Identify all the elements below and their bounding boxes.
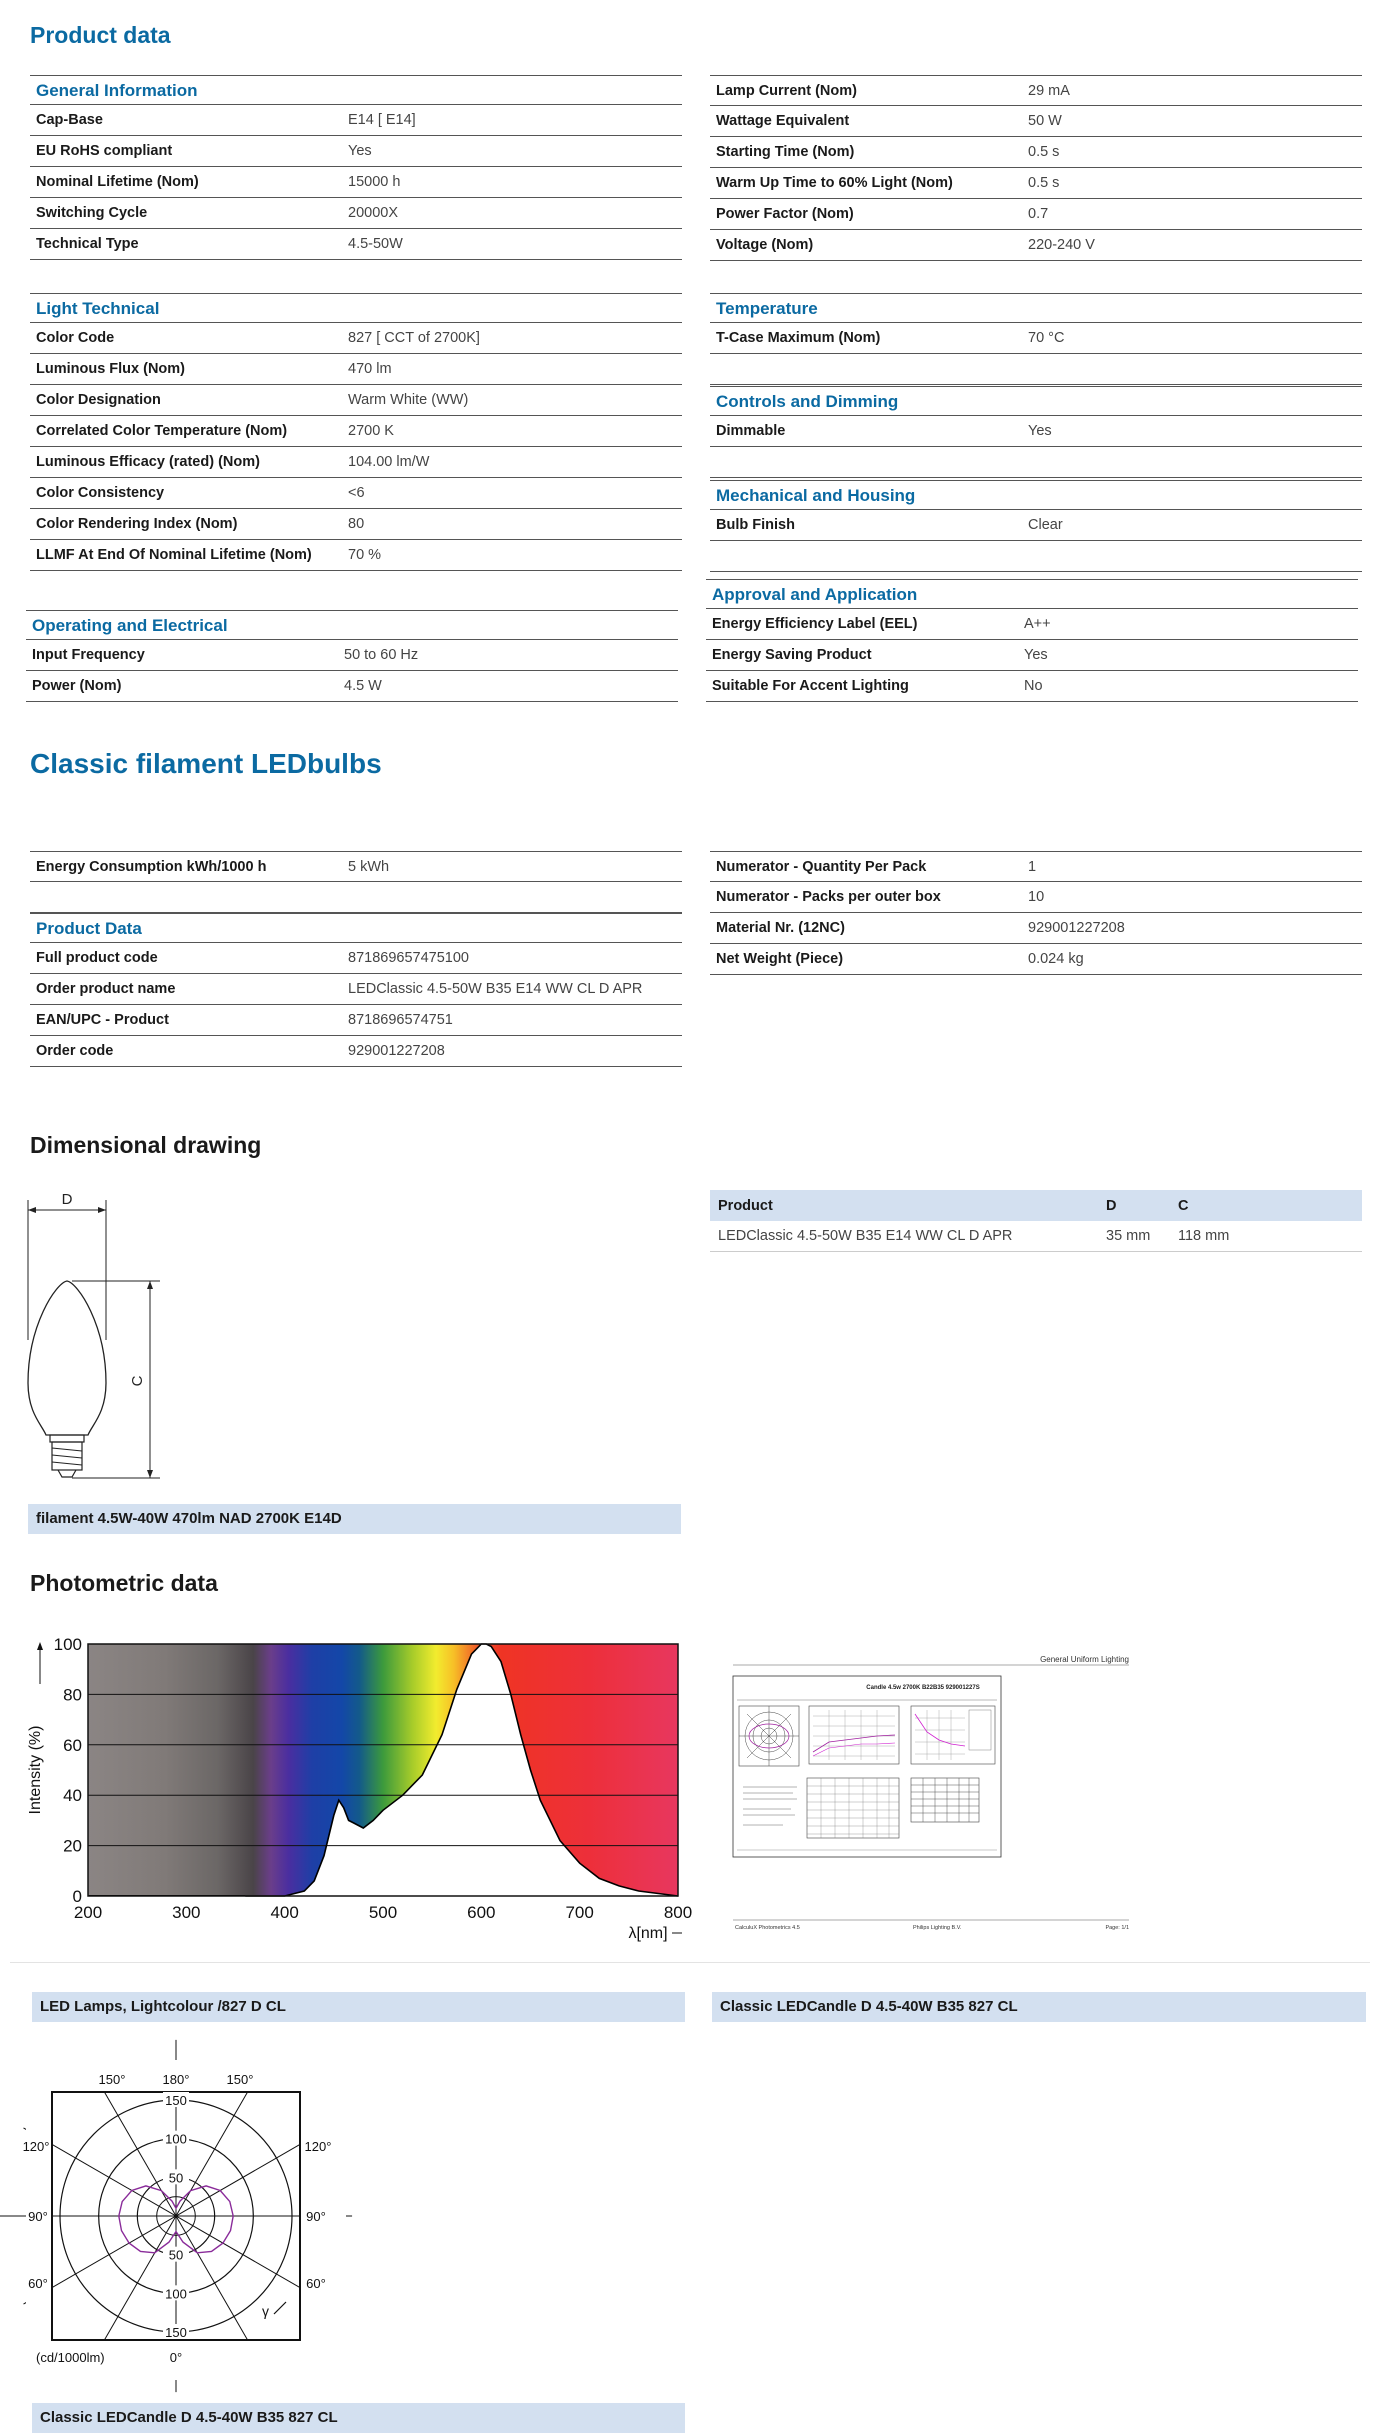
cell-c: 118 mm bbox=[1178, 1228, 1230, 1244]
gamma-arrow bbox=[274, 2302, 286, 2314]
packaging-section bbox=[710, 851, 1362, 975]
spec-value: 10 bbox=[1028, 889, 1045, 905]
angle-label: 60° bbox=[306, 2276, 326, 2291]
spec-label: Power (Nom) bbox=[32, 678, 122, 694]
x-tick-label: 300 bbox=[172, 1903, 201, 1922]
spec-value: 0.5 s bbox=[1028, 175, 1060, 191]
spec-row bbox=[30, 385, 682, 416]
section-title: Approval and Application bbox=[706, 579, 1358, 609]
x-tick-label: 200 bbox=[73, 1903, 103, 1922]
spec-label: Color Rendering Index (Nom) bbox=[36, 516, 238, 532]
spec-label: Nominal Lifetime (Nom) bbox=[36, 174, 199, 190]
spec-row bbox=[710, 168, 1362, 199]
spec-value: 20000X bbox=[348, 205, 398, 221]
photometric-doc-caption: Classic LEDCandle D 4.5-40W B35 827 CL bbox=[712, 1992, 1366, 2022]
spec-label: Dimmable bbox=[716, 423, 786, 439]
spec-value: 827 [ CCT of 2700K] bbox=[348, 330, 480, 346]
spec-row bbox=[710, 851, 1362, 882]
spec-row bbox=[30, 509, 682, 540]
angle-label: 180° bbox=[162, 2072, 190, 2087]
spec-row bbox=[30, 478, 682, 509]
bulb-dimension-drawing bbox=[20, 1185, 170, 1495]
spec-value: 70 % bbox=[348, 547, 382, 563]
x-axis-label: λ[nm] bbox=[628, 1925, 668, 1942]
spectral-distribution-chart bbox=[27, 1635, 693, 1950]
spec-value: E14 [ E14] bbox=[348, 112, 416, 128]
spec-label: Energy Saving Product bbox=[712, 647, 872, 663]
section-title: General Information bbox=[30, 75, 682, 105]
x-tick-label: 600 bbox=[467, 1903, 496, 1922]
spec-label: Warm Up Time to 60% Light (Nom) bbox=[716, 175, 953, 191]
spec-value: 929001227208 bbox=[1028, 920, 1125, 936]
section-title: Controls and Dimming bbox=[710, 386, 1362, 416]
angle-label: 90° bbox=[306, 2209, 326, 2224]
dimensional-heading: Dimensional drawing bbox=[30, 1132, 262, 1158]
angle-label: 0° bbox=[169, 2350, 183, 2365]
spec-label: Switching Cycle bbox=[36, 205, 148, 221]
radial-tick-label: 150 bbox=[165, 2093, 187, 2108]
dimension-label-d: D bbox=[61, 1191, 73, 1208]
spec-value: 470 lm bbox=[348, 361, 392, 377]
spec-label: T-Case Maximum (Nom) bbox=[716, 330, 881, 346]
angle-label: 120° bbox=[22, 2139, 50, 2154]
angle-label: 60° bbox=[28, 2276, 48, 2291]
spec-row bbox=[710, 323, 1362, 354]
y-tick-label: 0 bbox=[72, 1887, 82, 1906]
spec-label: Power Factor (Nom) bbox=[716, 206, 854, 222]
spec-label: Numerator - Packs per outer box bbox=[716, 889, 941, 905]
operating-section bbox=[26, 610, 678, 702]
spec-value: Warm White (WW) bbox=[348, 392, 469, 408]
spec-label: EU RoHS compliant bbox=[36, 143, 173, 159]
spec-label: Energy Efficiency Label (EEL) bbox=[712, 616, 918, 632]
gamma-label: γ bbox=[262, 2303, 269, 2319]
spec-row bbox=[710, 882, 1362, 913]
spec-label: Color Code bbox=[36, 330, 115, 346]
angle-label: 90° bbox=[28, 2209, 48, 2224]
general-information-section bbox=[30, 75, 682, 260]
y-tick-label: 80 bbox=[63, 1685, 82, 1705]
spec-row bbox=[706, 671, 1358, 702]
spacer-row bbox=[30, 882, 682, 913]
spec-row bbox=[30, 105, 682, 136]
controls-section bbox=[710, 386, 1362, 478]
spec-row bbox=[710, 199, 1362, 230]
polar-intensity-chart bbox=[22, 2060, 346, 2380]
spec-value: 929001227208 bbox=[348, 1043, 445, 1059]
spec-row bbox=[30, 167, 682, 198]
spec-row bbox=[26, 671, 678, 702]
spec-label: Technical Type bbox=[36, 236, 139, 252]
angle-label: 150° bbox=[98, 2072, 126, 2087]
section-title: Light Technical bbox=[30, 293, 682, 323]
radial-tick-label: 50 bbox=[168, 2247, 184, 2263]
spec-row bbox=[30, 447, 682, 478]
spec-row bbox=[30, 1036, 682, 1067]
spec-value: LEDClassic 4.5-50W B35 E14 WW CL D APR bbox=[348, 981, 643, 997]
cell-product: LEDClassic 4.5-50W B35 E14 WW CL D APR bbox=[718, 1228, 1013, 1244]
dimension-table bbox=[710, 1190, 1362, 1252]
spec-row bbox=[710, 416, 1362, 447]
spec-label: Input Frequency bbox=[32, 647, 145, 663]
spec-value: <6 bbox=[348, 485, 365, 501]
doc-footer-mid: Philips Lighting B.V. bbox=[913, 1925, 962, 1931]
section-title: Mechanical and Housing bbox=[710, 480, 1362, 510]
spec-row bbox=[30, 354, 682, 385]
spec-value: No bbox=[1024, 678, 1043, 694]
spec-value: Clear bbox=[1028, 517, 1063, 533]
spec-value: Yes bbox=[348, 143, 372, 159]
spacer-row bbox=[710, 354, 1362, 385]
spec-value: 4.5-50W bbox=[348, 236, 403, 252]
doc-header-text: General Uniform Lighting bbox=[1040, 1655, 1129, 1664]
spec-label: Suitable For Accent Lighting bbox=[712, 678, 909, 694]
photometric-heading: Photometric data bbox=[30, 1570, 218, 1596]
spec-label: LLMF At End Of Nominal Lifetime (Nom) bbox=[36, 547, 312, 563]
spec-row bbox=[710, 510, 1362, 541]
light-technical-section bbox=[30, 293, 682, 571]
spec-value: 8718696574751 bbox=[348, 1012, 453, 1028]
lamp-electrical-section bbox=[710, 75, 1362, 261]
angle-label: 120° bbox=[304, 2139, 332, 2154]
spec-label: Numerator - Quantity Per Pack bbox=[716, 858, 927, 875]
spec-label: Color Designation bbox=[36, 392, 161, 408]
spec-label: EAN/UPC - Product bbox=[36, 1012, 169, 1028]
angle-label: 150° bbox=[226, 2072, 254, 2087]
spec-row bbox=[710, 137, 1362, 168]
polar-plot-area bbox=[0, 2040, 352, 2392]
y-axis-arrowhead bbox=[37, 1642, 43, 1650]
y-tick-label: 40 bbox=[63, 1786, 82, 1806]
section-title: Operating and Electrical bbox=[26, 610, 678, 640]
y-tick-label: 60 bbox=[63, 1735, 82, 1755]
spec-label: Luminous Flux (Nom) bbox=[36, 361, 186, 377]
doc-title-text: Candle 4.5w 2700K B22B35 929001227S bbox=[866, 1685, 980, 1691]
x-tick-label: 700 bbox=[565, 1903, 594, 1922]
spec-value: 15000 h bbox=[348, 174, 401, 190]
section-title: Temperature bbox=[710, 293, 1362, 323]
spec-value: 2700 K bbox=[348, 423, 394, 439]
spec-row bbox=[710, 230, 1362, 261]
spec-row bbox=[710, 913, 1362, 944]
polar-caption: Classic LEDCandle D 4.5-40W B35 827 CL bbox=[32, 2403, 685, 2433]
spec-value: 220-240 V bbox=[1028, 237, 1095, 253]
spec-value: 0.024 kg bbox=[1028, 951, 1084, 967]
spec-label: Cap-Base bbox=[36, 112, 103, 128]
spec-row bbox=[30, 851, 682, 882]
spec-row bbox=[710, 944, 1362, 975]
spectrum-caption: LED Lamps, Lightcolour /827 D CL bbox=[32, 1992, 685, 2022]
spec-row bbox=[30, 416, 682, 447]
spec-row bbox=[30, 974, 682, 1005]
spec-value: 5 kWh bbox=[348, 858, 390, 875]
polar-unit-label: (cd/1000lm) bbox=[36, 2350, 105, 2365]
product-data-section bbox=[30, 913, 682, 1067]
header-d: D bbox=[1106, 1197, 1117, 1214]
spec-label: Energy Consumption kWh/1000 h bbox=[36, 858, 267, 875]
spec-value: 29 mA bbox=[1028, 82, 1070, 99]
spec-value: 1 bbox=[1028, 858, 1037, 875]
spacer-row bbox=[710, 447, 1362, 478]
section-title: Product Data bbox=[30, 913, 682, 943]
x-tick-label: 400 bbox=[270, 1903, 299, 1922]
header-product: Product bbox=[718, 1197, 773, 1214]
spec-value: 50 W bbox=[1028, 113, 1062, 129]
y-axis-label: Intensity (%) bbox=[27, 1725, 44, 1815]
radial-tick-label: 100 bbox=[165, 2131, 187, 2147]
energy-section bbox=[30, 851, 682, 913]
spec-label: Order product name bbox=[36, 981, 176, 997]
spec-label: Bulb Finish bbox=[716, 517, 795, 533]
spec-value: 0.7 bbox=[1028, 206, 1049, 222]
spec-row bbox=[710, 106, 1362, 137]
dimension-table-header bbox=[710, 1190, 1362, 1221]
spec-label: Voltage (Nom) bbox=[716, 237, 814, 253]
dimension-label-c: C bbox=[129, 1375, 146, 1387]
spec-label: Material Nr. (12NC) bbox=[716, 920, 845, 936]
spacer-row bbox=[710, 541, 1362, 572]
cell-d: 35 mm bbox=[1106, 1228, 1151, 1244]
spec-label: Full product code bbox=[36, 950, 158, 966]
spec-row bbox=[710, 75, 1362, 106]
spec-row bbox=[30, 136, 682, 167]
x-tick-label: 800 bbox=[663, 1903, 693, 1922]
spec-row bbox=[30, 323, 682, 354]
spec-value: Yes bbox=[1028, 423, 1052, 439]
doc-footer-left: CalculuX Photometrics 4.5 bbox=[735, 1925, 800, 1931]
spec-label: Order code bbox=[36, 1043, 114, 1059]
spec-row bbox=[30, 943, 682, 974]
spec-label: Net Weight (Piece) bbox=[716, 951, 844, 967]
spec-value: 50 to 60 Hz bbox=[344, 647, 419, 663]
spec-row bbox=[30, 540, 682, 571]
spec-row bbox=[706, 609, 1358, 640]
spec-row bbox=[26, 640, 678, 671]
spec-label: Starting Time (Nom) bbox=[716, 144, 855, 160]
spec-row bbox=[30, 198, 682, 229]
mechanical-section bbox=[710, 480, 1362, 572]
approval-section bbox=[706, 579, 1358, 702]
classic-heading: Classic filament LEDbulbs bbox=[30, 748, 382, 779]
temperature-section bbox=[710, 293, 1362, 385]
spec-row bbox=[30, 229, 682, 260]
spec-value: 0.5 s bbox=[1028, 144, 1060, 160]
spec-value: A++ bbox=[1024, 616, 1051, 632]
spec-row bbox=[30, 1005, 682, 1036]
radial-tick-label: 150 bbox=[165, 2325, 187, 2340]
doc-footer-right: Page: 1/1 bbox=[1105, 1925, 1129, 1931]
spec-label: Luminous Efficacy (rated) (Nom) bbox=[36, 454, 260, 470]
spec-value: 104.00 lm/W bbox=[348, 454, 430, 470]
x-tick-label: 500 bbox=[368, 1903, 398, 1922]
spec-label: Lamp Current (Nom) bbox=[716, 82, 857, 99]
dimensional-caption: filament 4.5W-40W 470lm NAD 2700K E14D bbox=[28, 1504, 681, 1534]
product-data-heading: Product data bbox=[30, 22, 171, 48]
spec-value: Yes bbox=[1024, 647, 1048, 663]
spec-label: Wattage Equivalent bbox=[716, 113, 850, 129]
spec-value: 80 bbox=[348, 516, 365, 532]
photometric-document-thumbnail bbox=[733, 1652, 1133, 1934]
spec-value: 70 °C bbox=[1028, 330, 1065, 346]
y-tick-label: 20 bbox=[63, 1836, 82, 1856]
spec-value: 871869657475100 bbox=[348, 950, 469, 966]
radial-tick-label: 100 bbox=[165, 2286, 187, 2302]
spec-label: Correlated Color Temperature (Nom) bbox=[36, 423, 288, 439]
section-divider bbox=[10, 1962, 1370, 1963]
spec-row bbox=[706, 640, 1358, 671]
y-tick-label: 100 bbox=[53, 1635, 82, 1654]
spec-label: Color Consistency bbox=[36, 485, 165, 501]
header-c: C bbox=[1178, 1197, 1189, 1214]
radial-tick-label: 50 bbox=[168, 2170, 184, 2186]
spectrum-plot-area bbox=[27, 1635, 692, 1942]
dimension-table-row bbox=[710, 1221, 1362, 1252]
spec-value: 4.5 W bbox=[344, 678, 382, 694]
